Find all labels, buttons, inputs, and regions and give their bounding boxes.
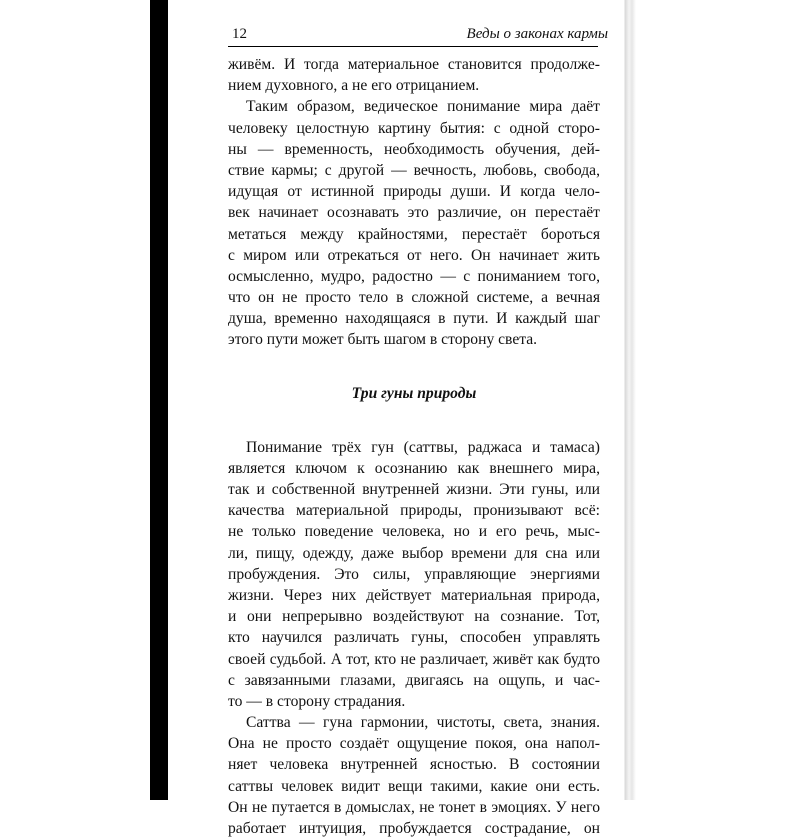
- text-line: осмысленно, мудро, радостно — с пониманием того,: [228, 267, 600, 285]
- text-line: является ключом к осознанию как внешнего мира,: [228, 459, 600, 477]
- text-line: нием духовного, а не его отрицанием.: [228, 77, 480, 95]
- paragraph: [228, 96, 600, 350]
- paragraph: [228, 712, 600, 839]
- text-line: не только поведение человека, но и его речь, мыс-: [228, 523, 600, 541]
- text-line: ствие кармы; с другой — вечность, любовь, свобода,: [228, 161, 600, 179]
- right-page-edge: [622, 0, 636, 800]
- paragraph: [228, 54, 600, 96]
- text-line: кто научился различать гуны, способен управлять: [228, 629, 600, 647]
- text-line: Понимание трёх гун (саттвы, раджаса и тамаса): [246, 438, 600, 456]
- text-line: Таким образом, ведическое понимание мира даёт: [246, 98, 600, 116]
- text-line: ли, пищу, одежду, даже выбор времени для сна или: [228, 544, 600, 562]
- page-number: 12: [232, 26, 247, 42]
- left-page-edge: [150, 0, 168, 800]
- text-line: Он не путается в домыслах, не тонет в эмоциях. У него: [228, 798, 600, 816]
- section-heading: Три гуны природы: [351, 384, 477, 402]
- text-line: няет человека внутренней ясностью. В состоянии: [228, 756, 600, 774]
- text-line: что он не просто тело в сложной системе, а вечная: [228, 289, 600, 307]
- text-line: ны — временность, необходимость обучения, дей-: [228, 140, 600, 158]
- text-line: так и собственной внутренней жизни. Эти гуны, или: [228, 481, 600, 498]
- text-line: с миром или отрекаться от него. Он начинает жить: [228, 246, 600, 264]
- text-line: своей судьбой. А тот, кто не различает, живёт как будто: [228, 650, 600, 668]
- text-line: Саттва — гуна гармонии, чистоты, света, знания.: [246, 714, 600, 732]
- text-line: Она не просто создаёт ощущение покоя, она напол-: [228, 735, 600, 753]
- text-line: жизни. Через них действует материальная природа,: [228, 586, 600, 604]
- body-text: [228, 54, 600, 839]
- text-line: метаться между крайностями, перестаёт бороться: [228, 225, 600, 243]
- running-title: Веды о законах кармы: [466, 26, 608, 42]
- paragraph: [228, 437, 600, 712]
- text-line: человеку целостную картину бытия: с одной сторо-: [228, 119, 600, 137]
- text-line: этого пути может быть шагом в сторону света.: [228, 331, 538, 349]
- text-line: душа, временно находящаяся в пути. И каждый шаг: [228, 310, 600, 328]
- text-line: пробуждения. Это силы, управляющие энергиями: [228, 565, 600, 583]
- text-line: век начинает осознавать это различие, он перестаёт: [228, 204, 600, 222]
- text-line: саттвы человек видит вещи такими, какие они есть.: [228, 777, 600, 795]
- text-line: работает интуиция, пробуждается сострадание, он: [228, 820, 600, 837]
- text-line: то — в сторону страдания.: [228, 692, 406, 710]
- text-line: с завязанными глазами, двигаясь на ощупь, и час-: [228, 671, 600, 689]
- text-line: качества материальной природы, пронизывают всё:: [228, 502, 600, 520]
- header-rule: [228, 46, 598, 47]
- text-line: живём. И тогда материальное становится продолже-: [228, 56, 600, 73]
- text-line: и они непрерывно воздействуют на сознание. Тот,: [228, 608, 600, 626]
- text-line: идущая от истинной природы души. И когда чело-: [228, 183, 600, 201]
